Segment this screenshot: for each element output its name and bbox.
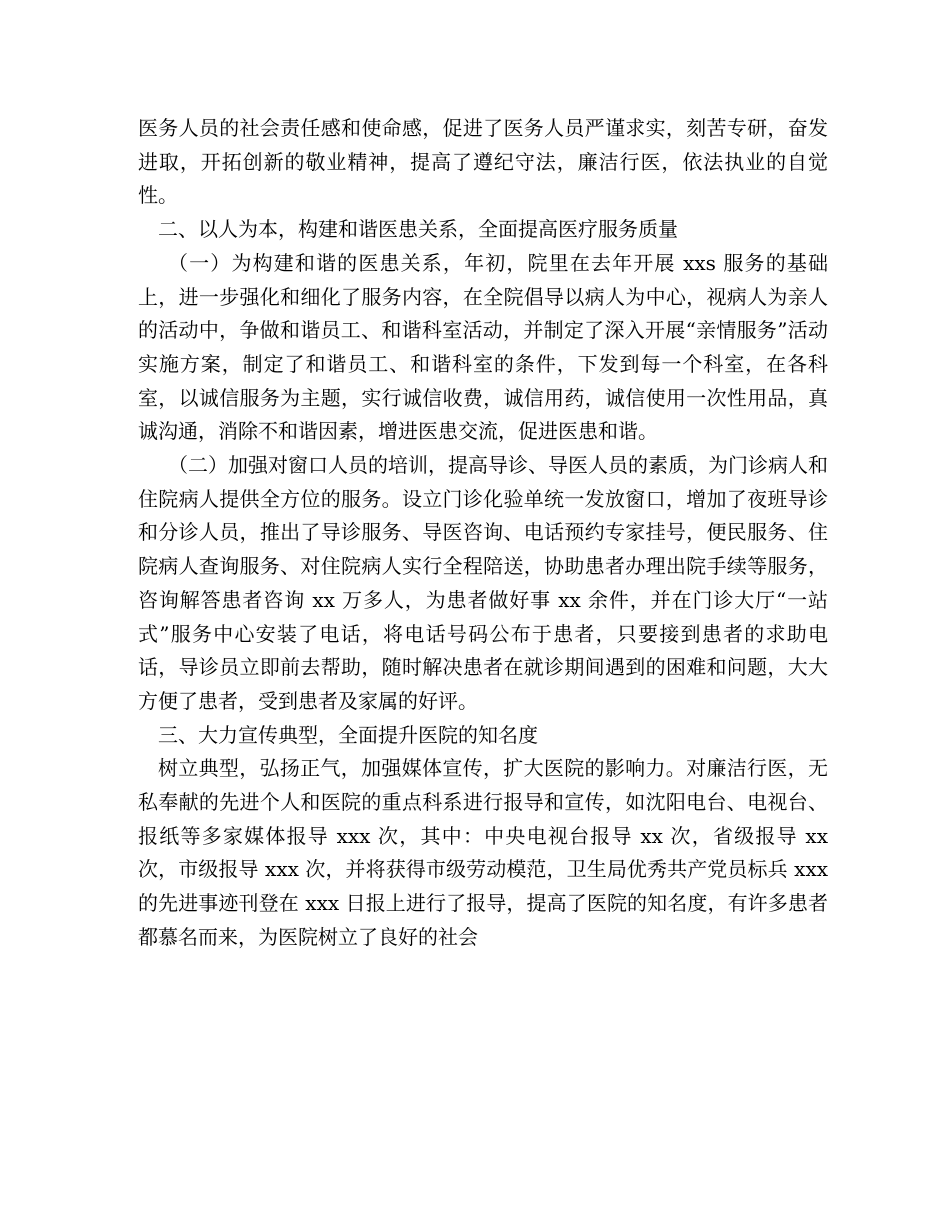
body-paragraph-2: （一）为构建和谐的医患关系，年初，院里在去年开展 xxs 服务的基础上，进一步强化和细化了服务内容，在全院倡导以病人为中心，视病人为亲人的活动中，争做和谐员工、和谐科室活动，并制定了深入开展“亲情服务”活动实施方案，制定了和谐员工、和谐科室的条件，下发到每一个科室，在各科室，以诚信服务为主题，实行诚信收费，诚信用药，诚信使用一次性用品，真诚沟通，消除不和谐因素，增进医患交流，促进医患和谐。 — [138, 250, 828, 444]
section-heading-2: 二、以人为本，构建和谐医患关系，全面提高医疗服务质量 — [158, 217, 678, 242]
section-heading-3: 三、大力宣传典型，全面提升医院的知名度 — [158, 722, 538, 747]
body-paragraph-4: 树立典型，弘扬正气，加强媒体宣传，扩大医院的影响力。对廉洁行医，无私奉献的先进个人和医院的重点科系进行报导和宣传，如沈阳电台、电视台、报纸等多家媒体报导 xxx 次，其中：中央电视台报导 xx 次，省级报导 xx 次，市级报导 xxx 次，并将获得市级劳动模范，卫生局优秀共产党员标兵 xxx 的先进事迹刊登在 xxx 日报上进行了报导，提高了医院的知名度，有许多患者都慕名而来，为医院树立了良好的社会 — [138, 756, 828, 949]
body-paragraph-1: 医务人员的社会责任感和使命感，促进了医务人员严谨求实，刻苦专研，奋发进取，开拓创新的敬业精神，提高了遵纪守法，廉洁行医，依法执业的自觉性。 — [138, 116, 828, 208]
document-page — [138, 112, 828, 955]
body-paragraph-3: （二）加强对窗口人员的培训，提高导诊、导医人员的素质，为门诊病人和住院病人提供全方位的服务。设立门诊化验单统一发放窗口，增加了夜班导诊和分诊人员，推出了导诊服务、导医咨询、电话预约专家挂号，便民服务、住院病人查询服务、对住院病人实行全程陪送，协助患者办理出院手续等服务，咨询解答患者咨询 xx 万多人，为患者做好事 xx 余件，并在门诊大厅“一站式”服务中心安装了电话，将电话号码公布于患者，只要接到患者的求助电话，导诊员立即前去帮助，随时解决患者在就诊期间遇到的困难和问题，大大方便了患者，受到患者及家属的好评。 — [138, 453, 828, 713]
